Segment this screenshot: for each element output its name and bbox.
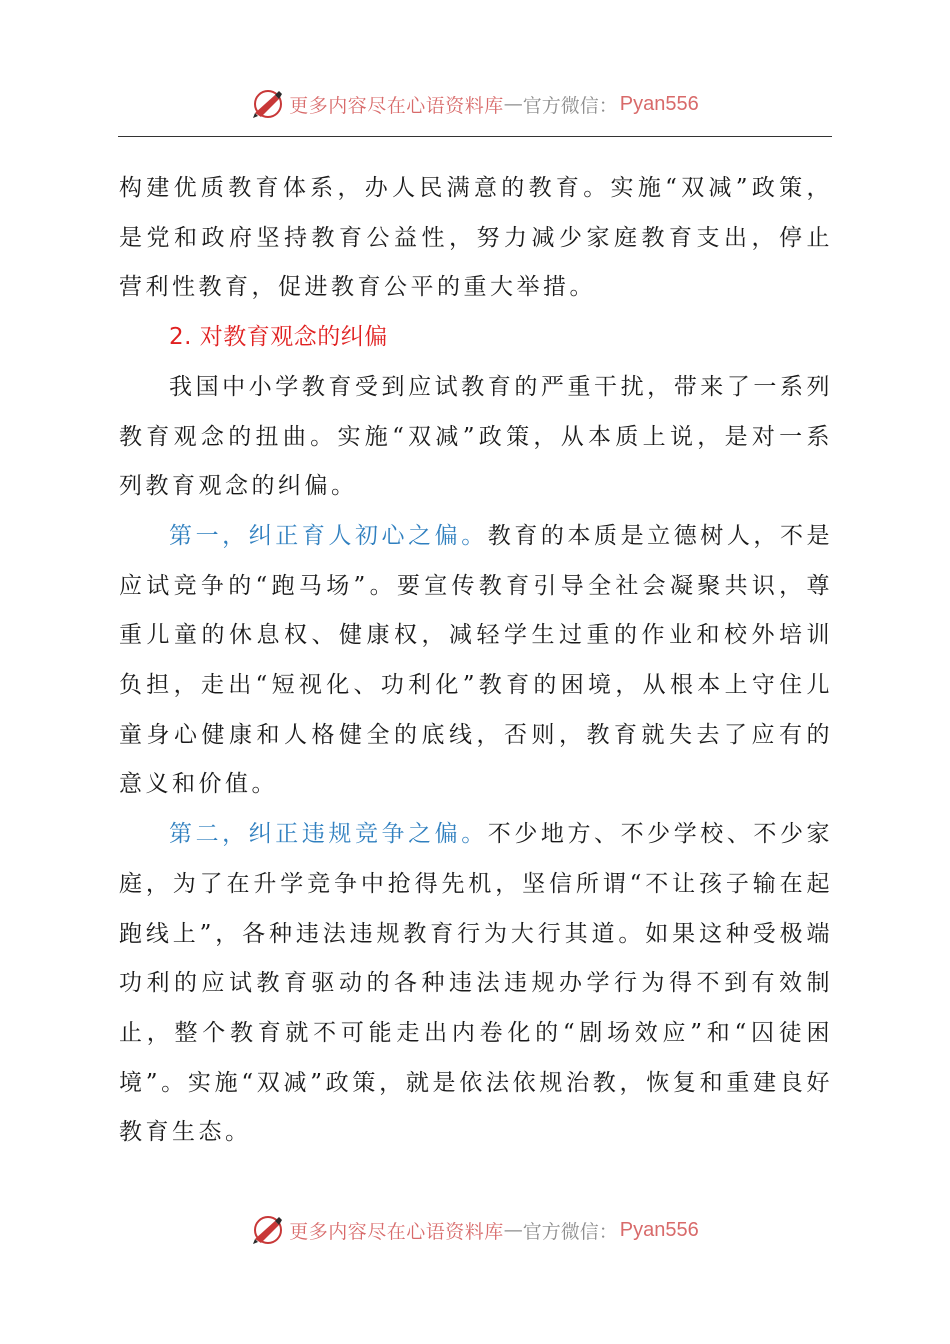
second-point-lead: 第二，纠正违规竞争之偏。 [169,821,488,848]
banner-promo-text: 更多内容尽在心语资料库 [289,1220,504,1243]
document-body [119,164,833,1158]
banner-dash: — [503,1219,523,1241]
header-banner [0,84,950,124]
first-point-body: 教育的本质是立德树人，不是应试竞争的“跑马场”。要宣传教育引导全社会凝聚共识，尊重儿童的休息权、健康权，减轻学生过重的作业和校外培训负担，走出“短视化、功利化”教育的困境，从根本上守住儿童身心健康和人格健全的底线，否则，教育就失去了应有的意义和价值。 [119,522,833,798]
banner-wechat-id: Pyan556 [619,92,699,115]
paragraph-continued: 构建优质教育体系，办人民满意的教育。实施“双减”政策，是党和政府坚持教育公益性，努力减少家庭教育支出，停止营利性教育，促进教育公平的重大举措。 [119,175,833,301]
header-divider [118,136,832,137]
pen-logo-icon [251,87,285,121]
banner-wechat-label: 官方微信： [522,94,618,117]
second-point-body: 不少地方、不少学校、不少家庭，为了在升学竞争中抢得先机，坚信所谓“不让孩子输在起跑线上”，各种违法违规教育行为大行其道。如果这种受极端功利的应试教育驱动的各种违法违规办学行为得不到有效制止，整个教育就不可能走出内卷化的“剧场效应”和“囚徒困境”。实施“双减”政策，就是依法依规治教，恢复和重建良好教育生态。 [119,821,833,1146]
banner-promo-text: 更多内容尽在心语资料库 [289,94,504,117]
section-heading: 2. 对教育观念的纠偏 [169,324,388,351]
footer-banner [0,1210,950,1250]
banner-wechat-id: Pyan556 [619,1218,699,1241]
paragraph-intro: 我国中小学教育受到应试教育的严重干扰，带来了一系列教育观念的扭曲。实施“双减”政策，从本质上说，是对一系列教育观念的纠偏。 [119,373,833,500]
first-point-lead: 第一，纠正育人初心之偏。 [169,522,488,549]
paragraph-second-point [119,810,833,1158]
paragraph-first-point [119,512,833,810]
banner-dash: — [503,93,523,115]
pen-logo-icon [251,1213,285,1247]
banner-wechat-label: 官方微信： [522,1220,618,1243]
